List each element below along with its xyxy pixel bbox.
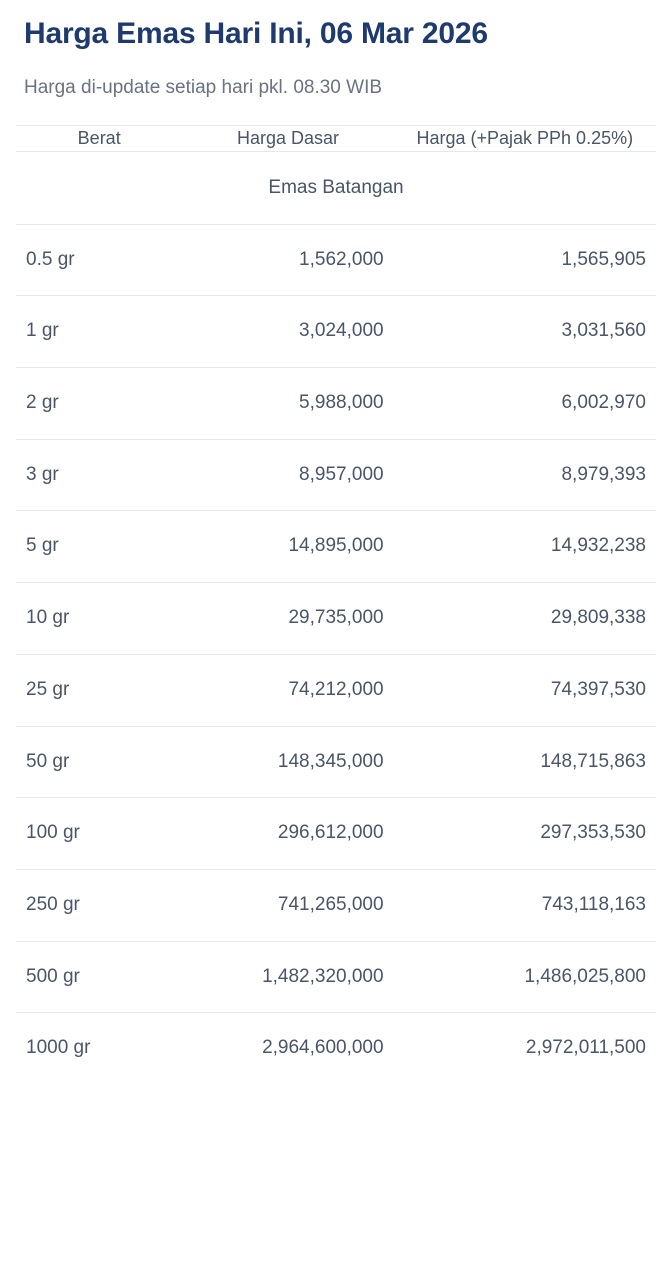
cell-berat: 10 gr: [16, 583, 182, 655]
table-row: [16, 511, 656, 583]
cell-berat: 1000 gr: [16, 1013, 182, 1084]
cell-harga-dasar: 1,562,000: [182, 224, 393, 296]
table-row: [16, 296, 656, 368]
column-header-harga-dasar: Harga Dasar: [182, 125, 393, 151]
cell-harga-dasar: 29,735,000: [182, 583, 393, 655]
cell-harga-pajak: 148,715,863: [394, 726, 656, 798]
cell-harga-pajak: 1,486,025,800: [394, 941, 656, 1013]
section-label-emas-batangan: Emas Batangan: [16, 151, 656, 224]
cell-harga-pajak: 14,932,238: [394, 511, 656, 583]
table-row: [16, 798, 656, 870]
cell-berat: 5 gr: [16, 511, 182, 583]
table-header: [16, 125, 656, 151]
cell-harga-dasar: 3,024,000: [182, 296, 393, 368]
table-row: [16, 654, 656, 726]
table-section-heading: [16, 151, 656, 224]
cell-berat: 25 gr: [16, 654, 182, 726]
cell-berat: 3 gr: [16, 439, 182, 511]
cell-harga-dasar: 2,964,600,000: [182, 1013, 393, 1084]
table-body: [16, 151, 656, 1084]
table-header-row: [16, 125, 656, 151]
update-note: Harga di-update setiap hari pkl. 08.30 WIB: [24, 76, 383, 98]
cell-harga-pajak: 6,002,970: [394, 368, 656, 440]
cell-harga-dasar: 741,265,000: [182, 869, 393, 941]
table-row: [16, 726, 656, 798]
table-row: [16, 583, 656, 655]
cell-harga-dasar: 1,482,320,000: [182, 941, 393, 1013]
cell-harga-dasar: 74,212,000: [182, 654, 393, 726]
table-row: [16, 439, 656, 511]
cell-berat: 100 gr: [16, 798, 182, 870]
cell-berat: 2 gr: [16, 368, 182, 440]
cell-berat: 1 gr: [16, 296, 182, 368]
table-row: [16, 869, 656, 941]
cell-harga-pajak: 2,972,011,500: [394, 1013, 656, 1084]
cell-harga-dasar: 5,988,000: [182, 368, 393, 440]
column-header-berat: Berat: [16, 125, 182, 151]
cell-harga-pajak: 297,353,530: [394, 798, 656, 870]
cell-harga-dasar: 148,345,000: [182, 726, 393, 798]
cell-harga-dasar: 8,957,000: [182, 439, 393, 511]
cell-harga-dasar: 296,612,000: [182, 798, 393, 870]
table-row: [16, 368, 656, 440]
cell-harga-pajak: 29,809,338: [394, 583, 656, 655]
cell-harga-pajak: 743,118,163: [394, 869, 656, 941]
page-title: Harga Emas Hari Ini, 06 Mar 2026: [24, 17, 488, 50]
table-row: [16, 941, 656, 1013]
table-row: [16, 224, 656, 296]
table-row: [16, 1013, 656, 1084]
cell-berat: 0.5 gr: [16, 224, 182, 296]
cell-harga-dasar: 14,895,000: [182, 511, 393, 583]
cell-harga-pajak: 74,397,530: [394, 654, 656, 726]
cell-berat: 50 gr: [16, 726, 182, 798]
cell-berat: 250 gr: [16, 869, 182, 941]
column-header-harga-pajak: Harga (+Pajak PPh 0.25%): [394, 125, 656, 151]
gold-price-table: [16, 125, 656, 1084]
gold-price-page: [0, 14, 672, 1280]
cell-harga-pajak: 3,031,560: [394, 296, 656, 368]
cell-berat: 500 gr: [16, 941, 182, 1013]
cell-harga-pajak: 8,979,393: [394, 439, 656, 511]
cell-harga-pajak: 1,565,905: [394, 224, 656, 296]
